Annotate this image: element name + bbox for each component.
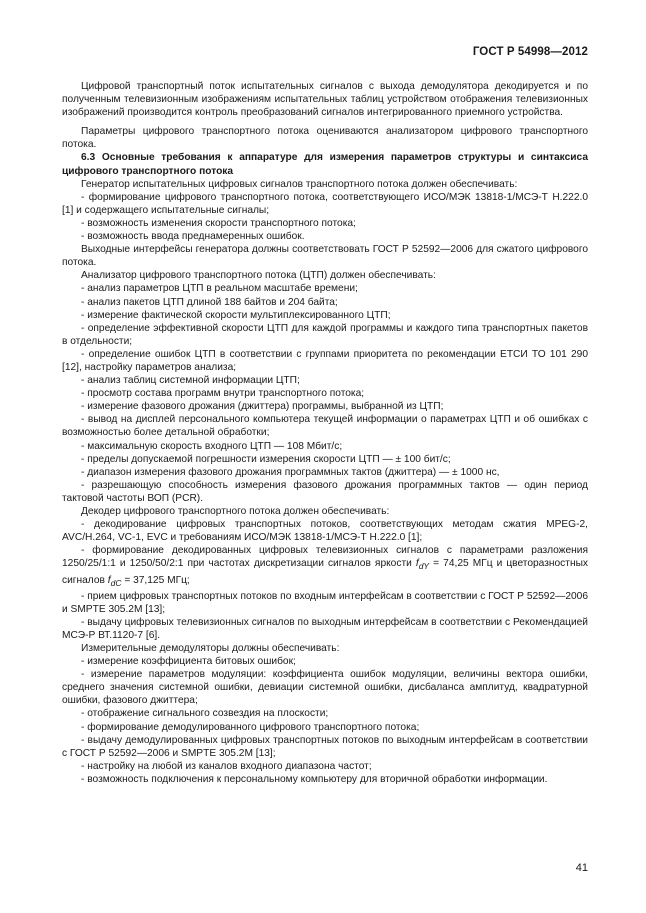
list-item: - выдачу цифровых телевизионных сигналов по выходным интерфейсам в соответствии с Рекомендацией МСЭ-Р ВТ.1120-7 [6]. xyxy=(62,616,588,641)
paragraph: Декодер цифрового транспортного потока должен обеспечивать: xyxy=(81,506,390,517)
paragraph: Анализатор цифрового транспортного потока (ЦТП) должен обеспечивать: xyxy=(81,270,436,282)
list-item xyxy=(62,544,588,589)
list-item: - определение ошибок ЦТП в соответствии с группами приоритета по рекомендации ЕТСИ ТО 101 290 [12], настройку параметров анализа; xyxy=(62,348,588,373)
paragraph: Параметры цифрового транспортного потока оцениваются анализатором цифрового транспортного потока. xyxy=(62,126,588,151)
list-item: - диапазон измерения фазового дрожания программных тактов (джиттера) — ± 1000 нс, xyxy=(81,466,500,478)
formula-subscript: dY xyxy=(418,561,430,572)
page-number: 41 xyxy=(575,862,588,874)
list-item: - максимальную скорость входного ЦТП — 108 Мбит/с; xyxy=(81,440,343,452)
list-item: - возможность изменения скорости транспортного потока; xyxy=(81,217,356,229)
text-run: - формирование декодированных цифровых телевизионных сигналов с параметрами разложения 1250/25/1:1 и 1250/50/2:1 при частотах дискретизации сигналов яркости xyxy=(62,545,588,570)
list-item: - формирование демодулированного цифрового транспортного потока; xyxy=(81,721,420,733)
list-item: - определение эффективной скорости ЦТП для каждой программы и каждого типа транспортных пакетов в отдельности; xyxy=(62,322,588,347)
list-item: - отображение сигнального созвездия на плоскости; xyxy=(81,708,329,720)
list-item: - пределы допускаемой погрешности измерения скорости ЦТП — ± 100 бит/с; xyxy=(81,453,451,465)
document-header: ГОСТ Р 54998—2012 xyxy=(472,46,588,58)
list-item: - вывод на дисплей персонального компьютера текущей информации о параметрах ЦТП и об ошибках с возможностью более детальной обработки; xyxy=(62,414,588,439)
document-body xyxy=(62,80,588,786)
formula-symbol: f xyxy=(107,574,111,586)
list-item: - анализ таблиц системной информации ЦТП; xyxy=(81,375,300,387)
list-item: - просмотр состава программ внутри транспортного потока; xyxy=(81,388,365,400)
list-item: - измерение параметров модуляции: коэффициента ошибок модуляции, величины вектора ошибки, среднего значения системной ошибки, девиации системной ошибки, дисбаланса амплитуд, квадратурной ошибки, фазового джиттера; xyxy=(62,669,588,707)
text-run: = 37,125 МГц; xyxy=(121,574,190,586)
paragraph: Измерительные демодуляторы должны обеспечивать: xyxy=(81,643,340,654)
formula-symbol: f xyxy=(415,558,419,570)
formula-subscript: dC xyxy=(110,577,122,588)
list-item: - возможность подключения к персональному компьютеру для вторичной обработки информации. xyxy=(81,773,548,785)
paragraph: Выходные интерфейсы генератора должны соответствовать ГОСТ Р 52592—2006 для сжатого цифрового потока. xyxy=(62,244,588,269)
list-item: - измерение фактической скорости мультиплексированного ЦТП; xyxy=(81,309,391,321)
list-item: - измерение коэффициента битовых ошибок; xyxy=(81,656,296,668)
list-item: - настройку на любой из каналов входного диапазона частот; xyxy=(81,760,372,772)
section-heading: 6.3 Основные требования к аппаратуре для измерения параметров структуры и синтаксиса цифрового транспортного потока xyxy=(62,152,588,177)
list-item: - возможность ввода преднамеренных ошибок. xyxy=(81,231,305,243)
list-item: - анализ пакетов ЦТП длиной 188 байтов и 204 байта; xyxy=(81,296,338,308)
text-run: = 74,25 МГц и цветоразностных сигналов xyxy=(62,558,588,586)
list-item: - анализ параметров ЦТП в реальном масштабе времени; xyxy=(81,283,358,295)
list-item: - прием цифровых транспортных потоков по входным интерфейсам в соответствии с ГОСТ Р 52592—2006 и SMPTE 305.2M [13]; xyxy=(62,590,588,615)
list-item: - разрешающую способность измерения фазового дрожания программных тактов — один период тактовой частоты ВОП (PCR). xyxy=(62,479,588,504)
list-item: - измерение фазового дрожания (джиттера) программы, выбранной из ЦТП; xyxy=(81,401,444,413)
list-item: - выдачу демодулированных цифровых транспортных потоков по выходным интерфейсам в соответствии с ГОСТ Р 52592—2006 и SMPTE 305.2M [13]; xyxy=(62,734,588,759)
paragraph: Цифровой транспортный поток испытательных сигналов с выхода демодулятора декодируется и по полученным телевизионным изображениям испытательных таблиц устройством отображения телевизионных изображений производится контроль преобразований сигналов интегрированного приемного устройства. xyxy=(62,81,588,119)
list-item: - формирование цифрового транспортного потока, соответствующего ИСО/МЭК 13818-1/МСЭ-Т Н.222.0 [1] и содержащего испытательные сигналы; xyxy=(62,191,588,216)
paragraph: Генератор испытательных цифровых сигналов транспортного потока должен обеспечивать: xyxy=(81,178,518,190)
list-item: - декодирование цифровых транспортных потоков, соответствующих методам сжатия MPEG-2, AVC/H.264, VC-1, EVC и требованиям ИСО/МЭК 13818-1/МСЭ-Т Н.222.0 [1]; xyxy=(62,519,588,544)
